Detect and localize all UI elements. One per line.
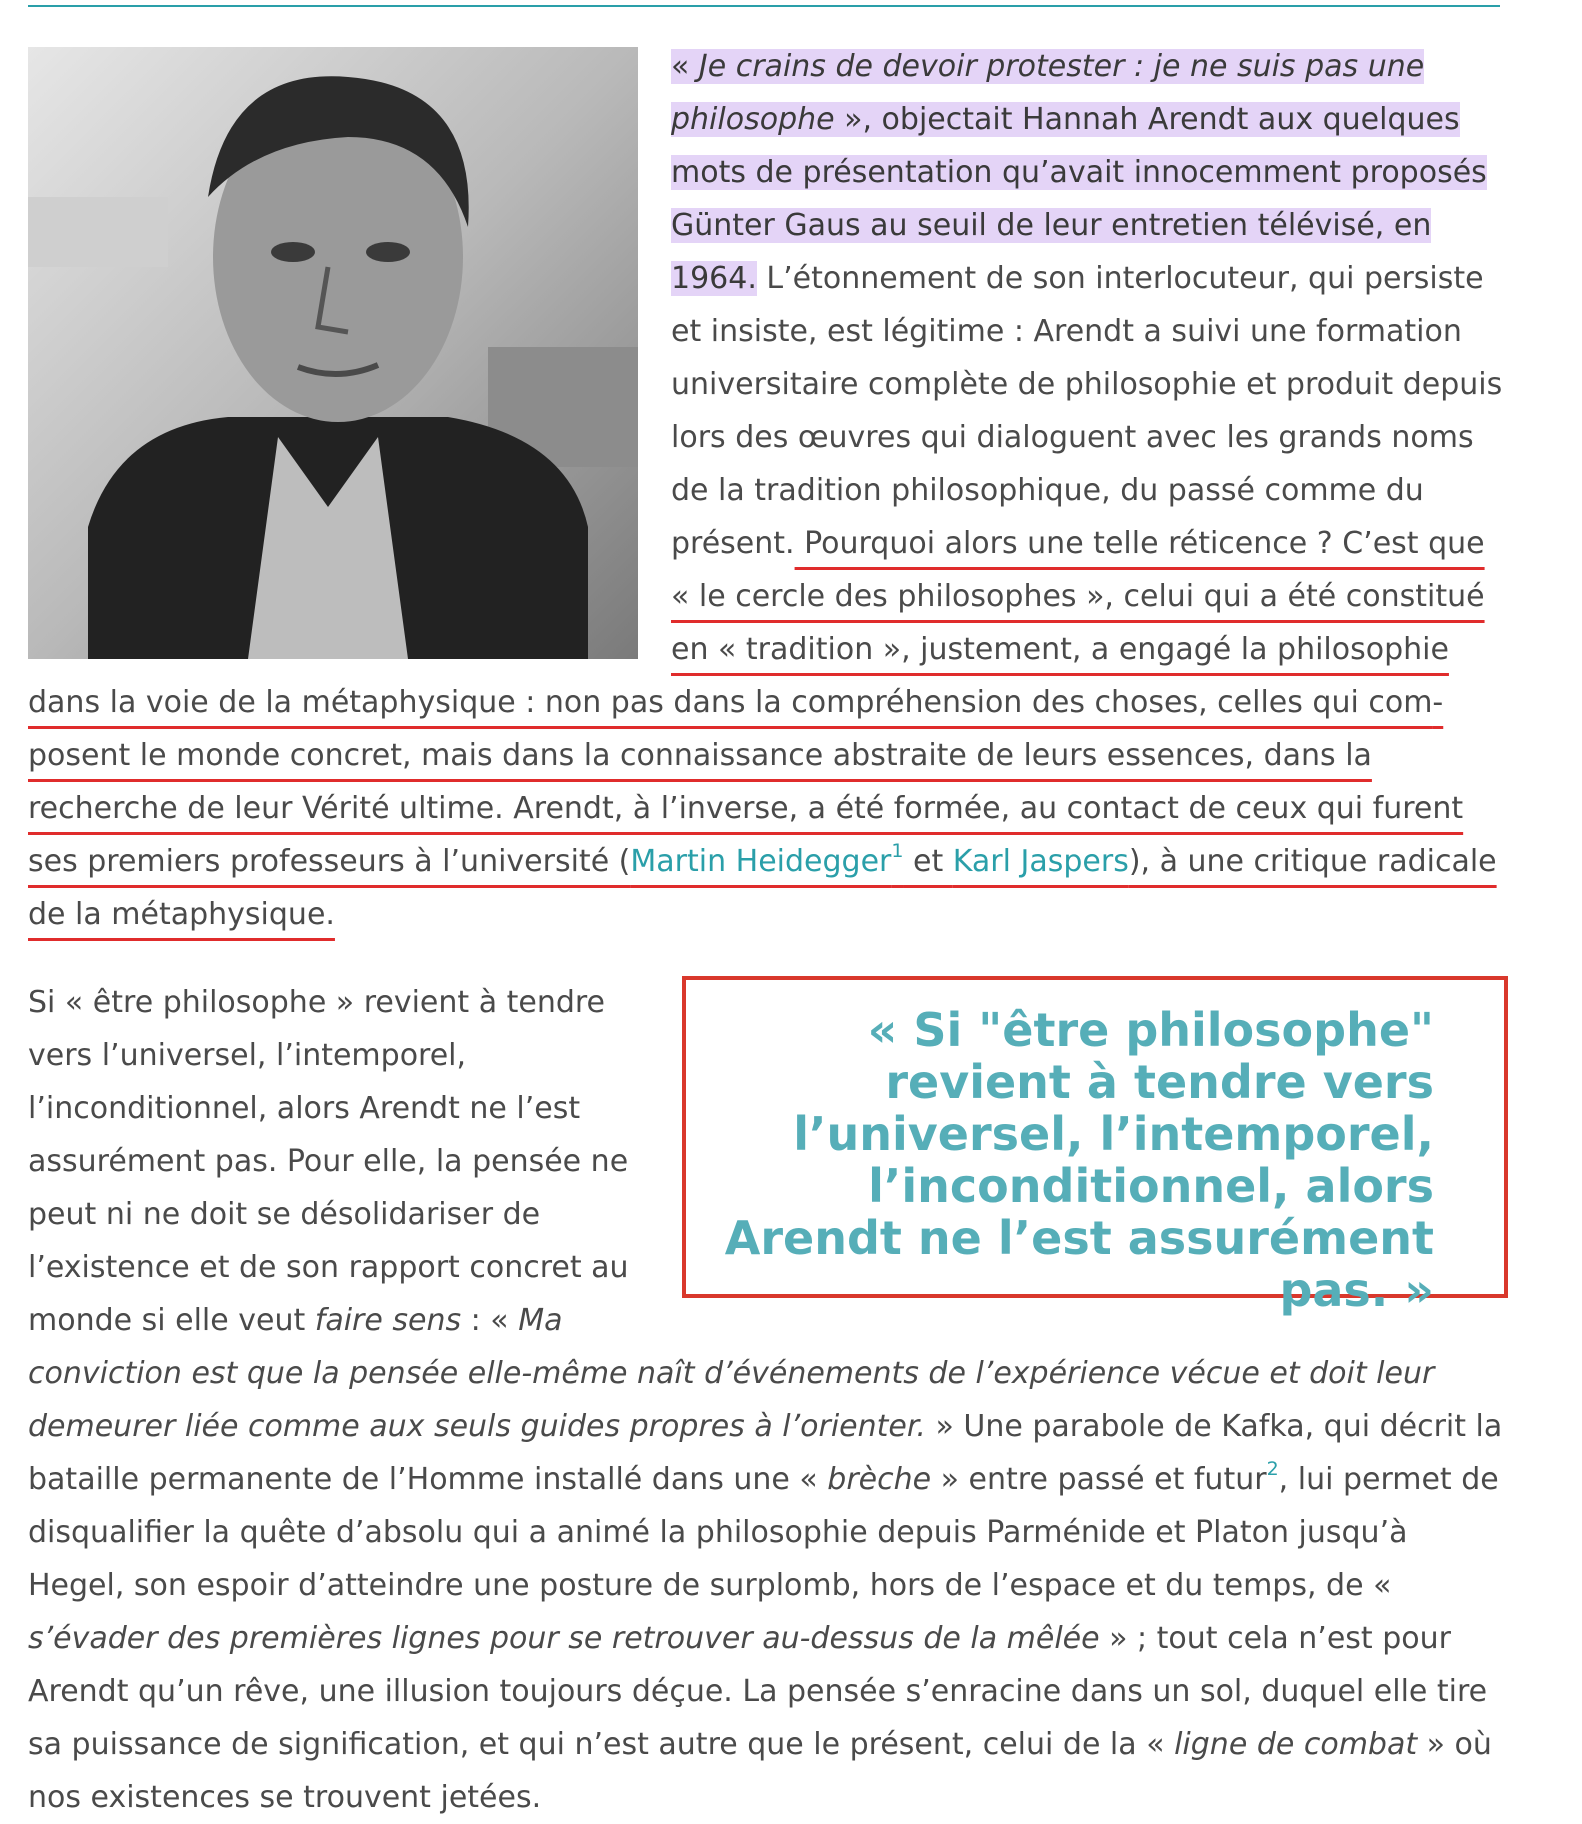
quote-italic: Je crains de devoir protester : je ne suis pas une philosophe [671,49,1425,137]
p2-italic-2: Ma conviction est que la pensée elle-même naît d’événements de l’expérience vécue et doit leur demeurer liée comme aux seuls guides propres à l’orienter. [28,1303,1435,1444]
link-karl-jaspers[interactable]: Karl Jaspers [952,844,1129,879]
article-body [28,40,1508,1824]
portrait-photo-icon [28,47,638,659]
link-martin-heidegger[interactable]: Martin Heidegger [630,844,892,879]
footnote-link-2[interactable]: 2 [1266,1458,1279,1480]
p2-text-7: » où nos existences se trouvent jetées. [28,1727,1492,1815]
quote-rest: », objectait Hannah Arendt aux quelques mots de présentation qu’avait innocemment proposés Günter Gaus au seuil de leur entretien télévisé, en 1964. [671,102,1487,296]
footnote-ref-1[interactable] [891,840,903,862]
pull-quote: « Si "être philosophe" revient à tendre vers l’universel, l’intemporel, l’inconditionnel, alors Arendt ne l’est assurément pas. » [682,976,1508,1298]
portrait-photo [28,47,638,659]
footnote-link-1[interactable]: 1 [891,840,904,862]
p2-italic-4: s’évader des premières lignes pour se retrouver au-dessus de la mêlée [28,1621,1100,1656]
p2-text-3: » Une parabole de Kafka, qui décrit la bataille permanente de l’Homme installé dans une « [28,1409,1503,1497]
p2-italic-5: ligne de combat [1174,1727,1418,1762]
intro-text: L’étonnement de son interlocuteur, qui persiste et insiste, est légitime : Arendt a suivi une formation universitaire complète de philosophie et produit depuis lors des œuvres qui dialoguent avec les grands noms de la tradition philosophique, du passé comme du présent. [671,261,1503,561]
top-divider [28,5,1500,7]
highlighted-quote [671,49,1487,296]
underlined-text-1: Pourquoi alors une telle réticence ? C’est que « le cercle des philosophes », celui qui a été constitué en « tradition », justement, a engagé la philosophie dans la voie de la métaphysique : non pas dans la compréhension des choses, celles qui composent le monde concret, mais dans la connaissance abstraite de leurs essences, dans la recherche de leur Vérité ultime. Arendt, à l’inverse, a été formée, au contact de ceux qui furent ses premiers professeurs à l’université ( [28,526,1485,879]
p2-text-6: » ; tout cela n’est pour Arendt qu’un rêve, une illusion toujours déçue. La pensée s’enracine dans un sol, duquel elle tire sa puissance de signification, et qui n’est autre que le présent, celui de la « [28,1621,1488,1762]
p2-text-1: Si « être philosophe » revient à tendre vers l’universel, l’intemporel, l’inconditionnel, alors Arendt ne l’est assurément pas. Pour elle, la pensée ne peut ni ne doit se désolidariser de l’existence et de son rapport concret au monde si elle veut [28,985,629,1338]
underlined-text-mid: et [903,844,953,879]
p2-text-4: » entre passé et futur [931,1462,1267,1497]
footnote-ref-2[interactable] [1267,1458,1279,1480]
p2-text-2: : « [461,1303,519,1338]
p2-text-5: , lui permet de disqualifier la quête d’absolu qui a animé la philosophie depuis Parménide et Platon jusqu’à Hegel, son espoir d’atteindre une posture de surplomb, hors de l’espace et du temps, de « [28,1462,1499,1603]
p2-italic-1: faire sens [314,1303,462,1338]
underlined-text-2: ), à une critique radicale de la métaphysique. [28,844,1497,932]
p2-italic-3: brèche [827,1462,932,1497]
quote-open: « [671,49,699,84]
